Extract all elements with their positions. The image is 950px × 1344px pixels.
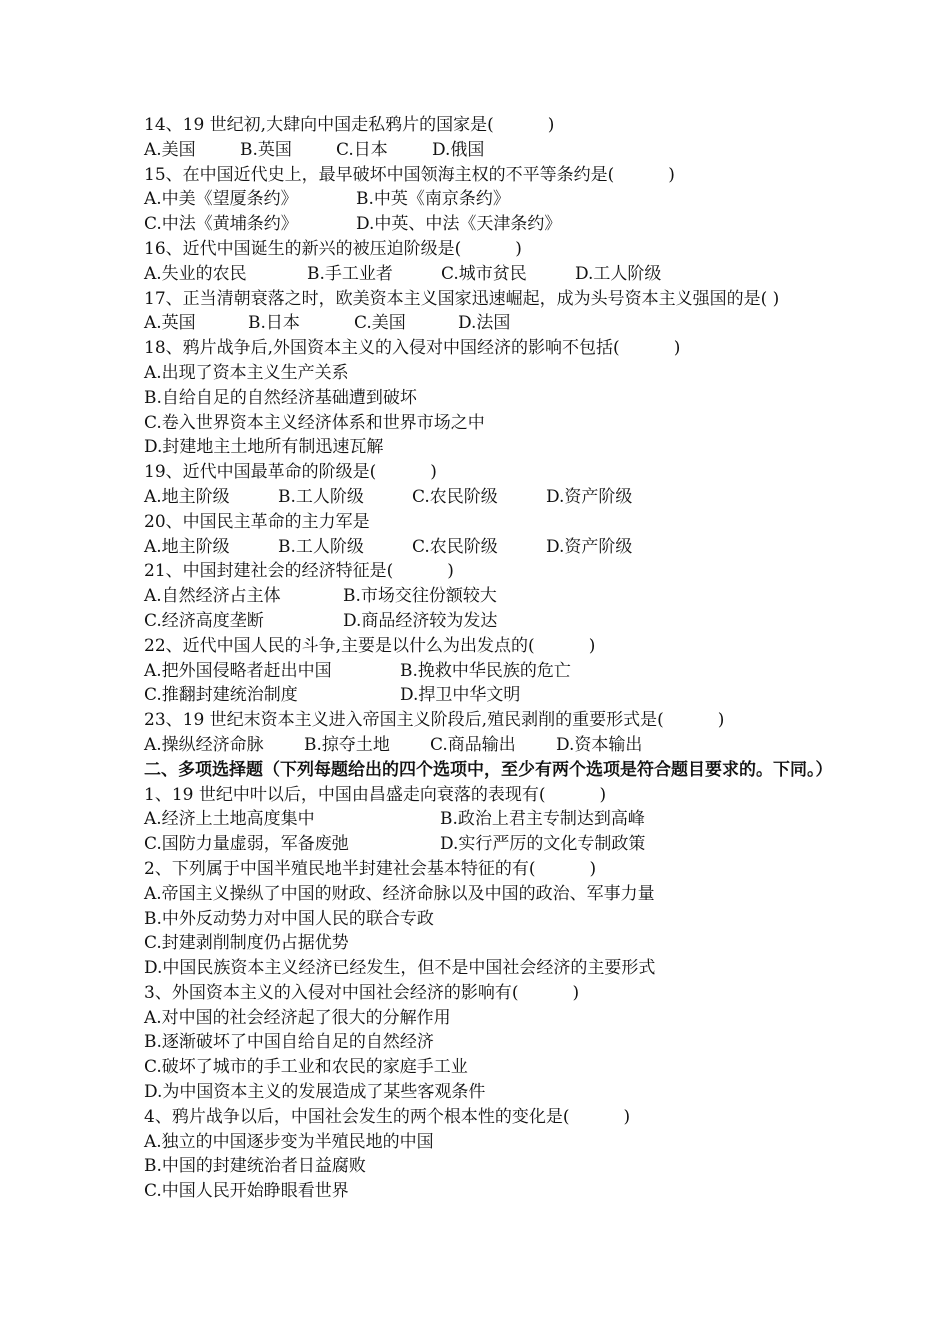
option-row (144, 609, 864, 634)
option: C.农民阶级 (412, 536, 498, 557)
option: C.中法《黄埔条约》 (144, 214, 298, 235)
option-row (144, 956, 864, 981)
option: C.经济高度垄断 (144, 610, 264, 631)
option-row (144, 733, 864, 758)
option-row (144, 1080, 864, 1105)
option-row (144, 535, 864, 560)
option-row (144, 1179, 864, 1204)
option: D.实行严厉的文化专制政策 (440, 834, 646, 855)
option-row (144, 1154, 864, 1179)
question-stem: 4、鸦片战争以后，中国社会发生的两个根本性的变化是( ) (144, 1106, 631, 1127)
option-row (144, 485, 864, 510)
option-row (144, 584, 864, 609)
option: A.出现了资本主义生产关系 (144, 362, 349, 383)
question-stem: 1、19 世纪中叶以后，中国由昌盛走向衰落的表现有( ) (144, 784, 607, 805)
option-row (144, 832, 864, 857)
option: B.中外反动势力对中国人民的联合专政 (144, 908, 434, 929)
question-stem: 22、近代中国人民的斗争,主要是以什么为出发点的( ) (144, 635, 596, 656)
option: A.独立的中国逐步变为半殖民地的中国 (144, 1131, 434, 1152)
option: A.对中国的社会经济起了很大的分解作用 (144, 1007, 451, 1028)
option: B.逐渐破坏了中国自给自足的自然经济 (144, 1032, 434, 1053)
option: D.商品经济较为发达 (343, 610, 498, 631)
option-row (144, 435, 864, 460)
option-row (144, 931, 864, 956)
option: B.工人阶级 (278, 486, 364, 507)
question-stem: 3、外国资本主义的入侵对中国社会经济的影响有( ) (144, 982, 580, 1003)
option: C.国防力量虚弱，军备废弛 (144, 834, 349, 855)
question-stem: 23、19 世纪末资本主义进入帝国主义阶段后,殖民剥削的重要形式是( ) (144, 710, 725, 731)
option: B.掠夺土地 (304, 734, 390, 755)
question-stem: 20、中国民主革命的主力军是 (144, 511, 370, 532)
option: D.为中国资本主义的发展造成了某些客观条件 (144, 1082, 486, 1103)
option: C.封建剥削制度仍占据优势 (144, 933, 349, 954)
option: A.经济上土地高度集中 (144, 809, 315, 830)
option: A.地主阶级 (144, 536, 230, 557)
option: B.政治上君主专制达到高峰 (440, 809, 645, 830)
option: D.法国 (458, 313, 511, 334)
question-stem: 17、正当清朝衰落之时，欧美资本主义国家迅速崛起，成为头号资本主义强国的是( ) (144, 288, 780, 309)
option: A.地主阶级 (144, 486, 230, 507)
question-stem: 2、下列属于中国半殖民地半封建社会基本特征的有( ) (144, 858, 597, 879)
option: B.挽救中华民族的危亡 (400, 660, 571, 681)
option-row (144, 361, 864, 386)
option: A.帝国主义操纵了中国的财政、经济命脉以及中国的政治、军事力量 (144, 883, 655, 904)
option: D.俄国 (432, 139, 485, 160)
question-stem: 18、鸦片战争后,外国资本主义的入侵对中国经济的影响不包括( ) (144, 338, 681, 359)
question-stem: 19、近代中国最革命的阶级是( ) (144, 462, 437, 483)
option: C.城市贫民 (441, 263, 527, 284)
question-stem: 16、近代中国诞生的新兴的被压迫阶级是( ) (144, 238, 522, 259)
option: C.商品输出 (430, 734, 516, 755)
option: B.英国 (240, 139, 292, 160)
option: B.日本 (248, 313, 300, 334)
question-stem: 15、在中国近代史上，最早破坏中国领海主权的不平等条约是( ) (144, 164, 675, 185)
option-row (144, 386, 864, 411)
option: B.市场交往份额较大 (343, 586, 497, 607)
question-stem: 21、中国封建社会的经济特征是( ) (144, 561, 454, 582)
option: B.手工业者 (307, 263, 393, 284)
option: D.中英、中法《天津条约》 (356, 214, 562, 235)
option: D.封建地主土地所有制迅速瓦解 (144, 437, 384, 458)
option-row (144, 311, 864, 336)
option-row (144, 683, 864, 708)
option: D.资本输出 (556, 734, 643, 755)
option: C.中国人民开始睁眼看世界 (144, 1181, 349, 1202)
option: A.把外国侵略者赶出中国 (144, 660, 332, 681)
option-row (144, 882, 864, 907)
option: B.自给自足的自然经济基础遭到破坏 (144, 387, 417, 408)
section-heading: 二、多项选择题（下列每题给出的四个选项中，至少有两个选项是符合题目要求的。下同。） (144, 759, 833, 780)
option: C.推翻封建统治制度 (144, 685, 298, 706)
option-row (144, 411, 864, 436)
option: A.中美《望厦条约》 (144, 189, 298, 210)
option-row (144, 659, 864, 684)
option: D.中国民族资本主义经济已经发生，但不是中国社会经济的主要形式 (144, 958, 656, 979)
option: A.自然经济占主体 (144, 586, 281, 607)
question-stem: 14、19 世纪初,大肆向中国走私鸦片的国家是( ) (144, 115, 555, 135)
option-row (144, 907, 864, 932)
option-row (144, 1030, 864, 1055)
option: C.美国 (354, 313, 406, 334)
option: D.资产阶级 (546, 486, 633, 507)
option: C.日本 (336, 139, 388, 160)
option: A.操纵经济命脉 (144, 734, 264, 755)
option: C.破坏了城市的手工业和农民的家庭手工业 (144, 1057, 468, 1078)
option: A.英国 (144, 313, 196, 334)
option: B.中英《南京条约》 (356, 189, 510, 210)
option-row (144, 138, 864, 163)
option: C.农民阶级 (412, 486, 498, 507)
option: C.卷入世界资本主义经济体系和世界市场之中 (144, 412, 485, 433)
option: B.中国的封建统治者日益腐败 (144, 1156, 366, 1177)
option: D.捍卫中华文明 (400, 685, 521, 706)
question-list (144, 113, 864, 1204)
option: D.资产阶级 (546, 536, 633, 557)
option: B.工人阶级 (278, 536, 364, 557)
option: A.美国 (144, 139, 196, 160)
option-row (144, 212, 864, 237)
option-row (144, 262, 864, 287)
option-row (144, 1130, 864, 1155)
option-row (144, 1006, 864, 1031)
option-row (144, 1055, 864, 1080)
option: A.失业的农民 (144, 263, 247, 284)
option-row (144, 187, 864, 212)
option-row (144, 807, 864, 832)
option: D.工人阶级 (575, 263, 662, 284)
